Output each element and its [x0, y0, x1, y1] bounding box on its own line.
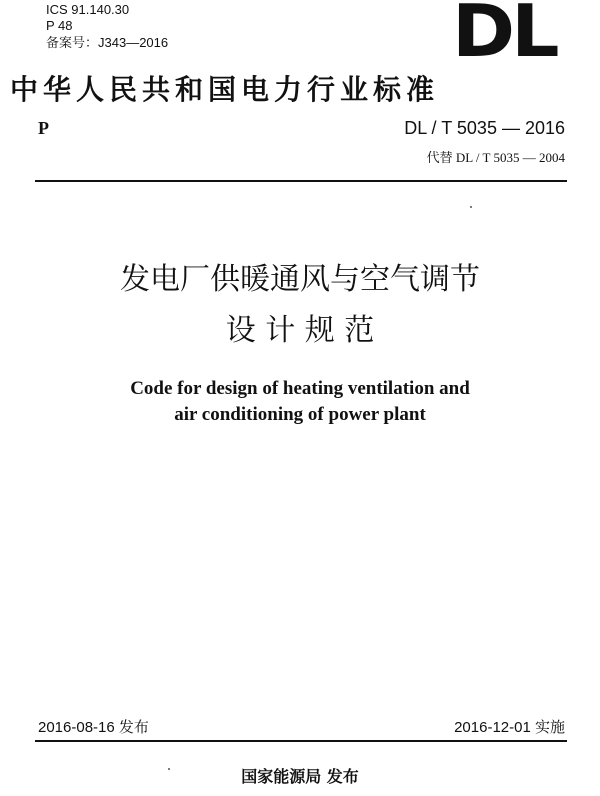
dl-logo [452, 0, 562, 74]
title-chinese-line2: 设 计 规 范 [225, 313, 375, 348]
scan-speck [470, 206, 472, 208]
ics-code: ICS 91.140.30 [46, 2, 130, 17]
standard-type: 中华人民共和国电力行业标准 [10, 73, 440, 106]
implement-date: 2016-12-01 实施 [454, 719, 565, 736]
title-chinese-line1: 发电厂供暖通风与空气调节 [120, 262, 480, 297]
scan-speck [168, 768, 170, 770]
footer-divider [35, 740, 567, 742]
header-divider [35, 180, 567, 182]
issuing-authority: 国家能源局 发布 [241, 767, 359, 786]
logo-text: DL [452, 0, 556, 74]
standard-number: DL / T 5035 — 2016 [404, 118, 565, 138]
classification: P [38, 118, 49, 138]
filing-number: 备案号：J343—2016 [46, 35, 169, 50]
replaces-note: 代替 DL / T 5035 — 2004 [426, 150, 565, 165]
title-english-line1: Code for design of heating ventilation and [130, 378, 470, 399]
issue-date: 2016-08-16 发布 [38, 719, 149, 736]
category-code: P 48 [46, 18, 73, 33]
title-english-line2: air conditioning of power plant [174, 404, 426, 425]
